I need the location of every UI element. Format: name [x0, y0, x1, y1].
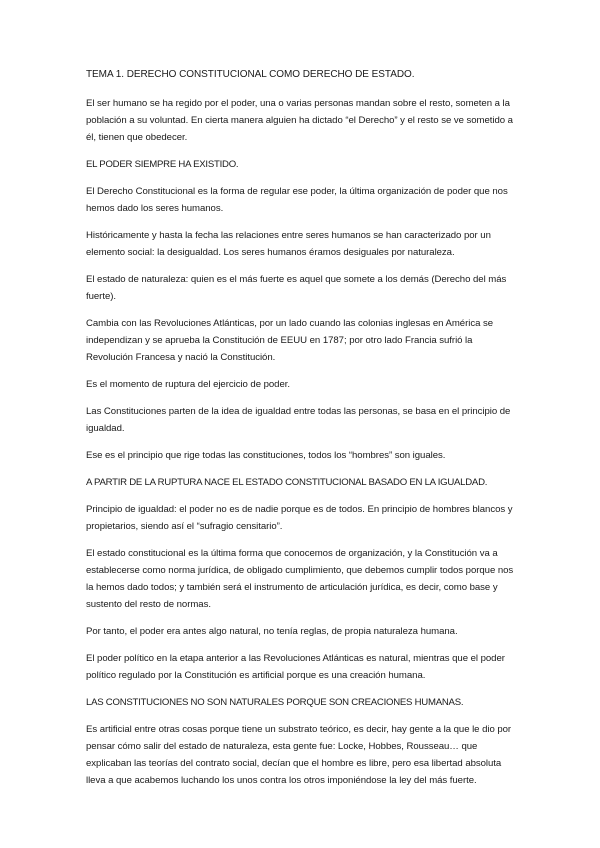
paragraph: El estado constitucional es la última forma que conocemos de organización, y la Constitución va a establecerse como norma jurídica, de obligado cumplimiento, que debemos cumplir todos porque nos la hemos dado todos; y también será el instrumento de articulación jurídica, es decir, como base y sustento del resto de normas.	[86, 548, 514, 610]
paragraph: Las Constituciones parten de la idea de igualdad entre todas las personas, se basa en el principio de igualdad.	[86, 406, 511, 434]
paragraph: El ser humano se ha regido por el poder, una o varias personas mandan sobre el resto, someten a la población a su voluntad. En cierta manera alguien ha dictado “el Derecho” y el resto se ve sometido a él, tienen que obedecer.	[86, 98, 513, 143]
paragraph: Es artificial entre otras cosas porque tiene un substrato teórico, es decir, hay gente a la que le dio por pensar cómo salir del estado de naturaleza, esta gente fue: Locke, Hobbes, Rousseau… que explicaban las teorías del contrato social, decían que el hombre es libre, pero esa libertad absoluta lleva a que acabemos luchando los unos contra los otros imponiéndose la ley del más fuerte.	[86, 724, 512, 786]
document-title: TEMA 1. DERECHO CONSTITUCIONAL COMO DERECHO DE ESTADO.	[86, 69, 415, 80]
section-heading: LAS CONSTITUCIONES NO SON NATURALES PORQUE SON CREACIONES HUMANAS.	[86, 697, 464, 708]
paragraph: El Derecho Constitucional es la forma de regular ese poder, la última organización de poder que nos hemos dado los seres humanos.	[86, 186, 508, 214]
paragraph: Es el momento de ruptura del ejercicio de poder.	[86, 379, 290, 390]
paragraph: Históricamente y hasta la fecha las relaciones entre seres humanos se han caracterizado por un elemento social: la desigualdad. Los seres humanos éramos desiguales por naturaleza.	[86, 230, 491, 258]
paragraph: El estado de naturaleza: quien es el más fuerte es aquel que somete a los demás (Derecho del más fuerte).	[86, 274, 507, 302]
document-page	[86, 66, 520, 799]
paragraph: Ese es el principio que rige todas las constituciones, todos los “hombres” son iguales.	[86, 450, 446, 461]
paragraph: Cambia con las Revoluciones Atlánticas, por un lado cuando las colonias inglesas en América se independizan y se aprueba la Constitución de EEUU en 1787; por otro lado Francia sufrió la Revolución Francesa y nació la Constitución.	[86, 318, 494, 363]
paragraph: Por tanto, el poder era antes algo natural, no tenía reglas, de propia naturaleza humana.	[86, 626, 458, 637]
section-heading: A PARTIR DE LA RUPTURA NACE EL ESTADO CONSTITUCIONAL BASADO EN LA IGUALDAD.	[86, 477, 488, 488]
paragraph: Principio de igualdad: el poder no es de nadie porque es de todos. En principio de hombres blancos y propietarios, siendo así el “sufragio censitario”.	[86, 504, 513, 532]
section-heading: EL PODER SIEMPRE HA EXISTIDO.	[86, 159, 239, 170]
paragraph: El poder político en la etapa anterior a las Revoluciones Atlánticas es natural, mientras que el poder político regulado por la Constitución es artificial porque es una creación humana.	[86, 653, 505, 681]
